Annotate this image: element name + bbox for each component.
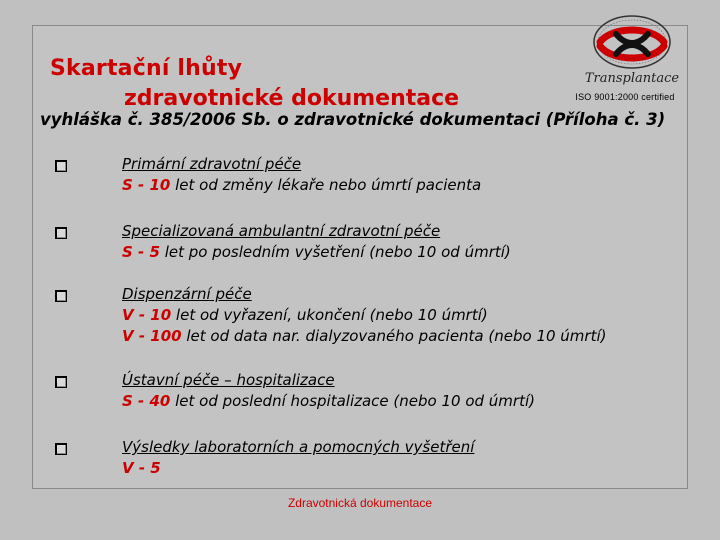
footer-label: Zdravotnická dokumentace (287, 496, 433, 510)
bullet-icon (55, 290, 67, 302)
item-line (122, 391, 535, 412)
iso-certification: ISO 9001:2000 certified (575, 92, 675, 102)
list-item (122, 437, 474, 479)
item-heading: Dispenzární péče (122, 285, 252, 303)
item-heading: Primární zdravotní péče (122, 155, 302, 173)
retention-text: let od vyřazení, ukončení (nebo 10 úmrtí) (171, 306, 488, 324)
retention-text: let od poslední hospitalizace (nebo 10 od úmrtí) (170, 392, 535, 410)
item-heading: Specializovaná ambulantní zdravotní péče (122, 222, 441, 240)
item-line (122, 175, 481, 196)
transplant-logo-icon (576, 12, 688, 92)
retention-code: S - 5 (122, 243, 160, 261)
retention-code: V - 5 (122, 459, 161, 477)
item-heading: Ústavní péče – hospitalizace (122, 371, 335, 389)
regulation-subtitle: vyhláška č. 385/2006 Sb. o zdravotnické dokumentaci (Příloha č. 3) (40, 110, 666, 129)
retention-code: V - 100 (122, 327, 182, 345)
bullet-icon (55, 443, 67, 455)
item-line (122, 242, 511, 263)
bullet-icon (55, 227, 67, 239)
title-line-2: zdravotnické dokumentace (124, 86, 460, 111)
item-line (122, 458, 474, 479)
retention-text: let od data nar. dialyzovaného pacienta (nebo 10 úmrtí) (181, 327, 607, 345)
bullet-icon (55, 376, 67, 388)
title-line-1: Skartační lhůty (50, 56, 243, 81)
list-item (122, 370, 535, 412)
list-item (122, 154, 481, 196)
bullet-icon (55, 160, 67, 172)
retention-code: V - 10 (122, 306, 172, 324)
item-line (122, 305, 607, 326)
retention-code: S - 10 (122, 176, 171, 194)
item-line (122, 326, 607, 347)
list-item (122, 284, 607, 347)
retention-text: let od změny lékaře nebo úmrtí pacienta (170, 176, 482, 194)
item-heading: Výsledky laboratorních a pomocných vyšetření (122, 438, 475, 456)
logo-text: Transplantace (584, 71, 680, 86)
list-item (122, 221, 511, 263)
retention-text: let po posledním vyšetření (nebo 10 od úmrtí) (159, 243, 511, 261)
retention-code: S - 40 (122, 392, 171, 410)
